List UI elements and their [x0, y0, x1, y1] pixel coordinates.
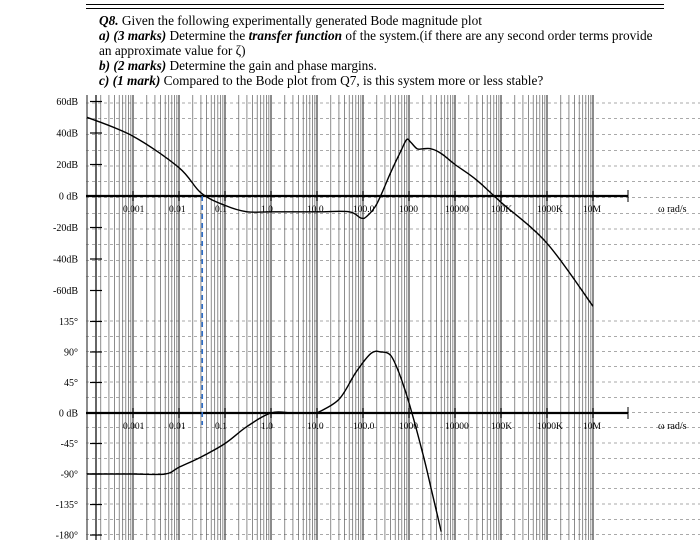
phase-x-tick-label: 0.01 [169, 422, 186, 432]
phase-x-tick-label: 0.1 [215, 422, 227, 432]
magnitude-y-tick-label: 0 dB [58, 191, 78, 203]
magnitude-x-axis-label: ω rad/s [658, 204, 687, 215]
magnitude-y-tick-label: 40dB [56, 128, 78, 140]
magnitude-x-tick-label: 10M [583, 205, 601, 215]
magnitude-x-tick-label: 1000K [537, 205, 563, 215]
part-a-label: a) (3 marks) [99, 28, 167, 43]
phase-y-tick-label: -180° [55, 530, 78, 540]
grid [86, 95, 700, 540]
magnitude-x-tick-label: 10.0 [307, 205, 324, 215]
part-a-emphasis: transfer function [248, 28, 343, 43]
magnitude-x-tick-label: 10000 [445, 205, 469, 215]
magnitude-x-tick-label: 100.0 [353, 205, 375, 215]
phase-y-tick-label: 0 dB [58, 408, 78, 420]
magnitude-y-tick-label: 20dB [56, 160, 78, 171]
phase-y-tick-label: -135° [55, 500, 78, 512]
phase-y-tick-label: -45° [60, 439, 78, 451]
part-a-text-2: of the system.(if there are any second order terms provide an approximate value for ζ) [99, 28, 653, 58]
phase-series-phase-high [317, 351, 441, 531]
magnitude-y-tick-label: -20dB [53, 223, 78, 234]
phase-x-tick-label: 1000K [537, 422, 563, 432]
magnitude-chart [53, 97, 687, 306]
part-c-label: c) (1 mark) [99, 73, 161, 88]
part-b-text: Determine the gain and phase margins. [166, 58, 377, 73]
magnitude-x-tick-label: 0.01 [169, 205, 186, 215]
phase-x-tick-label: 10000 [445, 422, 469, 432]
part-c-text: Compared to the Bode plot from Q7, is this system more or less stable? [160, 73, 544, 88]
magnitude-x-tick-label: 0.001 [123, 205, 145, 215]
phase-x-tick-label: 0.001 [123, 422, 145, 432]
magnitude-y-tick-label: -60dB [53, 286, 78, 297]
phase-y-tick-label: 135° [59, 316, 78, 328]
part-a-text-1: Determine the [166, 28, 249, 43]
phase-y-tick-label: -90° [60, 469, 78, 481]
phase-y-tick-label: 90° [64, 347, 78, 359]
magnitude-x-tick-label: 0.1 [215, 205, 227, 215]
phase-x-tick-label: 1.0 [261, 422, 273, 432]
phase-x-tick-label: 100.0 [353, 422, 375, 432]
magnitude-y-tick-label: -40dB [53, 254, 78, 266]
magnitude-series-magnitude [87, 117, 593, 306]
phase-x-tick-label: 10.0 [307, 422, 324, 432]
phase-y-tick-label: 45° [64, 377, 78, 389]
magnitude-x-tick-label: 100K [491, 205, 513, 215]
phase-x-tick-label: 10M [583, 422, 601, 432]
question-number: Q8. [99, 13, 119, 28]
question-intro-text: Given the following experimentally generated Bode magnitude plot [118, 13, 482, 28]
phase-x-tick-label: 1000 [399, 422, 418, 432]
phase-x-tick-label: 100K [491, 422, 513, 432]
magnitude-x-tick-label: 1.0 [261, 205, 273, 215]
part-b-label: b) (2 marks) [99, 58, 167, 73]
magnitude-y-tick-label: 60dB [56, 97, 78, 108]
magnitude-x-tick-label: 1000 [399, 205, 418, 215]
phase-chart [56, 317, 687, 540]
phase-x-axis-label: ω rad/s [658, 421, 687, 432]
